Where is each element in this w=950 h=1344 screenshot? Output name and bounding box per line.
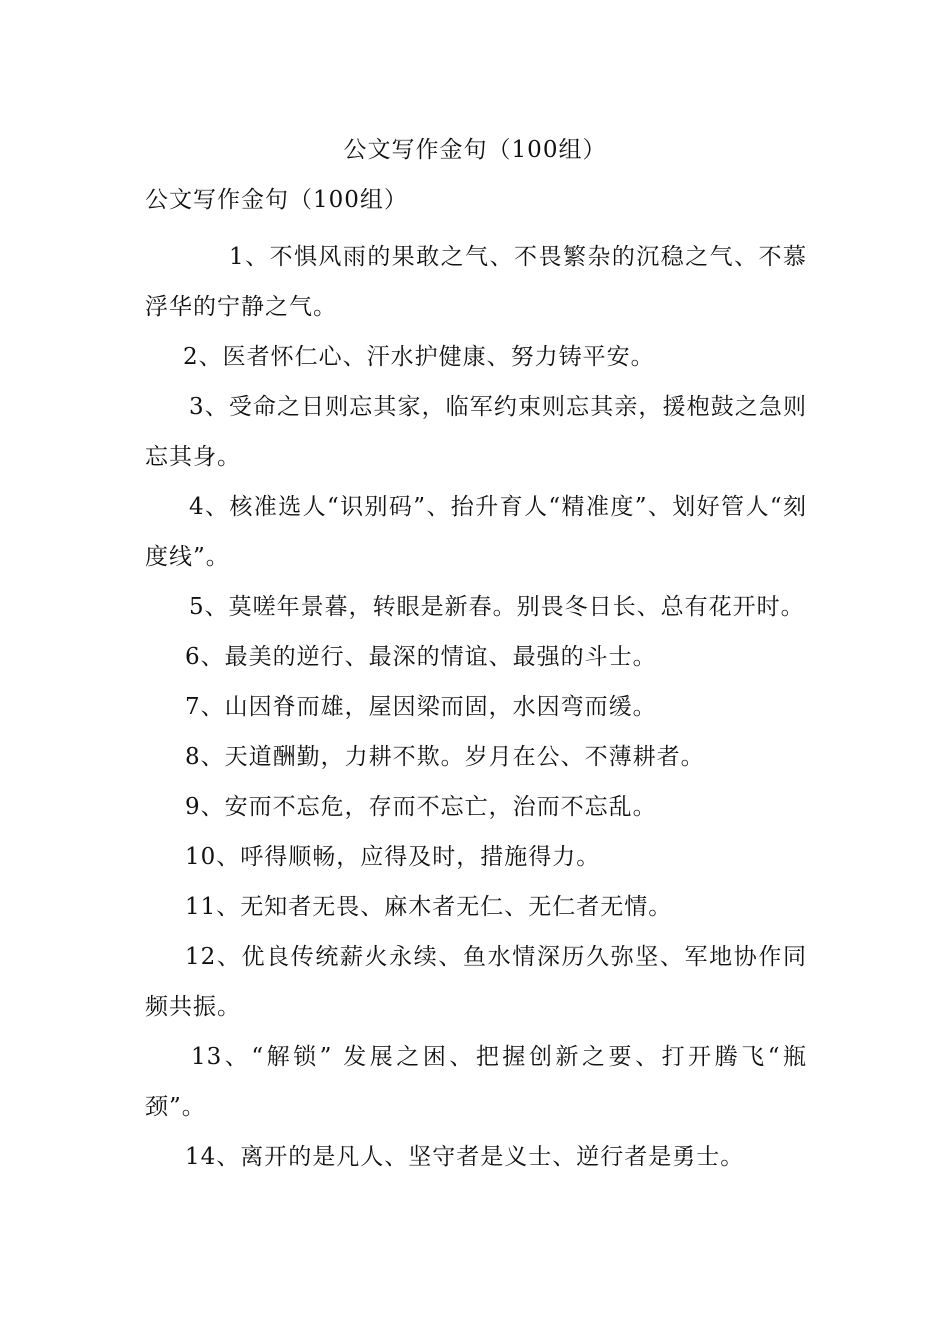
quote-paragraph-5: 5、莫嗟年景暮，转眼是新春。别畏冬日长、总有花开时。	[189, 594, 805, 620]
quote-paragraph-14: 14、离开的是凡人、坚守者是义士、逆行者是勇士。	[185, 1144, 745, 1170]
quote-paragraph-10: 10、呼得顺畅，应得及时，措施得力。	[185, 844, 601, 870]
quote-paragraph-4: 4、核准选人“识别码”、抬升育人“精准度”、划好管人“刻度线”。	[145, 494, 807, 570]
quote-paragraph-2: 2、医者怀仁心、汗水护健康、努力铸平安。	[183, 344, 655, 370]
quote-paragraph-12: 12、优良传统薪火永续、鱼水情深历久弥坚、军地协作同频共振。	[145, 944, 807, 1020]
quote-paragraph-6: 6、最美的逆行、最深的情谊、最强的斗士。	[185, 644, 657, 670]
quote-paragraph-3: 3、受命之日则忘其家，临军约束则忘其亲，援枹鼓之急则忘其身。	[145, 394, 807, 470]
document-title: 公文写作金句（100组）	[343, 137, 607, 163]
quote-paragraph-7: 7、山因脊而雄，屋因梁而固，水因弯而缓。	[185, 694, 657, 720]
quote-paragraph-11: 11、无知者无畏、麻木者无仁、无仁者无情。	[185, 894, 673, 920]
quote-paragraph-8: 8、天道酬勤，力耕不欺。岁月在公、不薄耕者。	[185, 744, 705, 770]
document-body	[145, 232, 807, 1182]
document-subtitle: 公文写作金句（100组）	[145, 187, 408, 213]
quote-paragraph-9: 9、安而不忘危，存而不忘亡，治而不忘乱。	[185, 794, 657, 820]
quote-paragraph-1: 1、不惧风雨的果敢之气、不畏繁杂的沉稳之气、不慕浮华的宁静之气。	[145, 244, 807, 320]
quote-paragraph-13: 13、“解锁” 发展之困、把握创新之要、打开腾飞“瓶颈”。	[145, 1044, 807, 1120]
